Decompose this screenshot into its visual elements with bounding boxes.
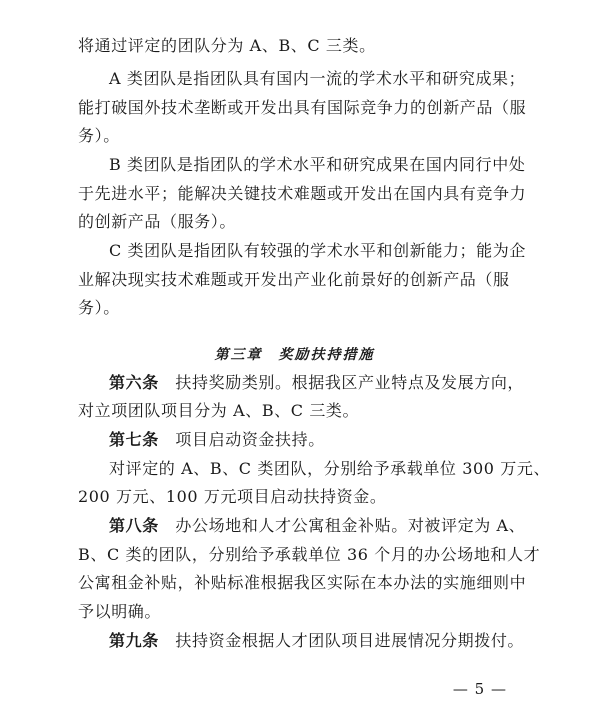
article-7-text: 项目启动资金扶持。 — [175, 430, 325, 449]
chapter-title: 第三章 奖励扶持措施 — [214, 347, 375, 363]
article-8-line-2: B、C 类的团队，分别给予承载单位 36 个月的办公场地和人才 — [78, 545, 541, 564]
page-number: — 5 — — [452, 680, 507, 698]
article-8-line-1 — [109, 516, 526, 536]
class-c-line-3: 务）。 — [78, 298, 120, 317]
class-b-line-1: B 类团队是指团队的学术水平和研究成果在国内同行中处 — [109, 155, 526, 174]
class-c-line-1: C 类团队是指团队有较强的学术水平和创新能力；能为企 — [109, 241, 526, 260]
article-6-line-2: 对立项团队项目分为 A、B、C 三类。 — [78, 401, 360, 420]
article-8-heading: 第八条 — [109, 516, 159, 535]
article-7-line-2: 对评定的 A、B、C 类团队，分别给予承载单位 300 万元、 — [109, 459, 551, 478]
article-7-heading: 第七条 — [109, 430, 159, 449]
article-6-line-1 — [109, 373, 525, 393]
class-a-line-1: A 类团队是指团队具有国内一流的学术水平和研究成果； — [109, 69, 526, 88]
intro-line: 将通过评定的团队分为 A、B、C 三类。 — [78, 36, 376, 55]
article-9-line-1 — [109, 631, 525, 651]
class-c-line-2: 业解决现实技术难题或开发出产业化前景好的创新产品（服 — [78, 270, 510, 289]
class-a-line-2: 能打破国外技术垄断或开发出具有国际竞争力的创新产品（服 — [78, 98, 527, 117]
article-8-text: 办公场地和人才公寓租金补贴。对被评定为 A、 — [175, 516, 526, 535]
article-9-heading: 第九条 — [109, 631, 159, 650]
article-8-line-4: 予以明确。 — [78, 602, 162, 621]
article-6-heading: 第六条 — [109, 373, 159, 392]
article-7-line-1 — [109, 430, 519, 450]
article-6-text: 扶持奖励类别。根据我区产业特点及发展方向， — [175, 373, 525, 392]
article-7-line-3: 200 万元、100 万元项目启动扶持资金。 — [78, 487, 387, 506]
class-a-line-3: 务）。 — [78, 126, 120, 145]
article-9-text: 扶持资金根据人才团队项目进展情况分期拨付。 — [175, 631, 525, 650]
class-b-line-2: 于先进水平；能解决关键技术难题或开发出在国内具有竞争力 — [78, 184, 527, 203]
class-b-line-3: 的创新产品（服务）。 — [78, 212, 237, 231]
article-8-line-3: 公寓租金补贴，补贴标准根据我区实际在本办法的实施细则中 — [78, 573, 527, 592]
